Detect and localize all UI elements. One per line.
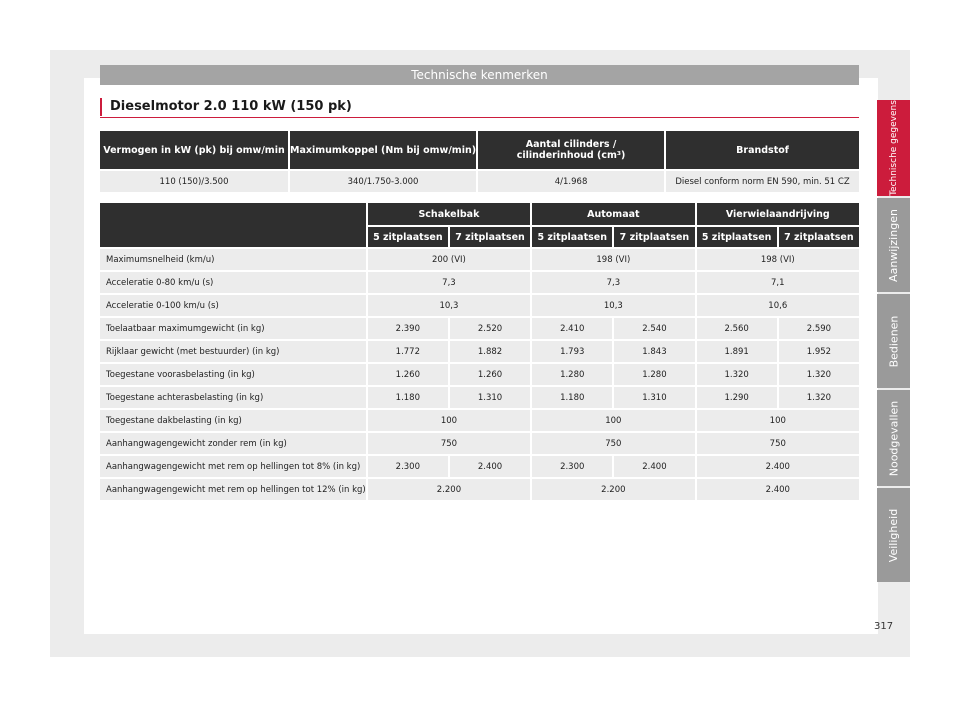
row-label: Aanhangwagengewicht zonder rem (in kg) [100, 433, 366, 454]
table-row [100, 433, 859, 454]
cell-value: 1.310 [614, 387, 694, 408]
cell-value: 2.400 [697, 456, 859, 477]
cell-value: 100 [697, 410, 859, 431]
row-label: Rijklaar gewicht (met bestuurder) (in kg) [100, 341, 366, 362]
row-label: Toegestane achterasbelasting (in kg) [100, 387, 366, 408]
table-row [100, 410, 859, 431]
cell-value: 1.260 [450, 364, 530, 385]
side-tab-label: Aanwijzingen [887, 208, 900, 282]
table-row [100, 479, 859, 500]
table-row [100, 456, 859, 477]
subheader-seats: 7 zitplaatsen [450, 227, 530, 247]
cell-value: 1.290 [697, 387, 777, 408]
cell-value: 2.300 [368, 456, 448, 477]
engine-header-cylinders: Aantal cilinders / cilinderinhoud (cm³) [478, 131, 664, 169]
row-label: Toegestane dakbelasting (in kg) [100, 410, 366, 431]
cell-value: 2.560 [697, 318, 777, 339]
subheader-seats: 7 zitplaatsen [614, 227, 694, 247]
cell-value: 10,3 [368, 295, 530, 316]
subheader-seats: 7 zitplaatsen [779, 227, 859, 247]
row-label: Acceleratie 0-80 km/u (s) [100, 272, 366, 293]
engine-torque-value: 340/1.750-3.000 [290, 171, 476, 192]
cell-value: 750 [697, 433, 859, 454]
side-tab-label: Bedienen [887, 315, 900, 367]
subtitle-divider [100, 117, 859, 118]
cell-value: 1.180 [368, 387, 448, 408]
side-tab-label: Technische gegevens [888, 100, 899, 196]
side-tab-noodgevallen[interactable] [877, 390, 910, 486]
cell-value: 10,3 [532, 295, 694, 316]
cell-value: 2.390 [368, 318, 448, 339]
row-label: Aanhangwagengewicht met rem op hellingen tot 12% (in kg) [100, 479, 366, 500]
engine-power-value: 110 (150)/3.500 [100, 171, 288, 192]
subheader-seats: 5 zitplaatsen [368, 227, 448, 247]
cell-value: 100 [532, 410, 694, 431]
page-number: 317 [874, 621, 894, 632]
group-header-vierwiel: Vierwielaandrijving [697, 203, 859, 225]
table-row [100, 387, 859, 408]
side-tab-label: Veiligheid [887, 508, 900, 562]
cell-value: 2.410 [532, 318, 612, 339]
table-row [100, 249, 859, 270]
section-header: Technische kenmerken [100, 65, 859, 85]
cell-value: 1.843 [614, 341, 694, 362]
group-header-schakelbak: Schakelbak [368, 203, 530, 225]
cell-value: 2.520 [450, 318, 530, 339]
cell-value: 1.280 [614, 364, 694, 385]
cell-value: 7,1 [697, 272, 859, 293]
cell-value: 100 [368, 410, 530, 431]
side-tab-label: Noodgevallen [887, 400, 900, 476]
cell-value: 2.400 [614, 456, 694, 477]
spec-table [98, 201, 861, 502]
row-label: Toegestane voorasbelasting (in kg) [100, 364, 366, 385]
cell-value: 7,3 [532, 272, 694, 293]
cell-value: 1.793 [532, 341, 612, 362]
row-label: Acceleratie 0-100 km/u (s) [100, 295, 366, 316]
cell-value: 2.400 [697, 479, 859, 500]
cell-value: 1.180 [532, 387, 612, 408]
side-tab-technische-gegevens[interactable] [877, 100, 910, 196]
cell-value: 2.200 [532, 479, 694, 500]
side-tab-veiligheid[interactable] [877, 488, 910, 582]
engine-header-fuel: Brandstof [666, 131, 859, 169]
spec-header-blank [100, 203, 366, 247]
cell-value: 2.590 [779, 318, 859, 339]
engine-header-power: Vermogen in kW (pk) bij omw/min [100, 131, 288, 169]
engine-fuel-value: Diesel conform norm EN 590, min. 51 CZ [666, 171, 859, 192]
page-subtitle: Dieselmotor 2.0 110 kW (150 pk) [100, 98, 352, 116]
group-header-automaat: Automaat [532, 203, 694, 225]
cell-value: 2.400 [450, 456, 530, 477]
cell-value: 750 [532, 433, 694, 454]
engine-table [98, 129, 861, 194]
cell-value: 7,3 [368, 272, 530, 293]
cell-value: 10,6 [697, 295, 859, 316]
side-tab-bedienen[interactable] [877, 294, 910, 388]
engine-cylinders-value: 4/1.968 [478, 171, 664, 192]
table-row [100, 341, 859, 362]
cell-value: 198 (VI) [697, 249, 859, 270]
row-label: Toelaatbaar maximumgewicht (in kg) [100, 318, 366, 339]
subheader-seats: 5 zitplaatsen [532, 227, 612, 247]
cell-value: 1.882 [450, 341, 530, 362]
cell-value: 1.320 [697, 364, 777, 385]
side-tab-aanwijzingen[interactable] [877, 198, 910, 292]
cell-value: 1.280 [532, 364, 612, 385]
cell-value: 1.320 [779, 364, 859, 385]
cell-value: 1.772 [368, 341, 448, 362]
table-row [100, 364, 859, 385]
cell-value: 2.300 [532, 456, 612, 477]
cell-value: 1.320 [779, 387, 859, 408]
row-label: Aanhangwagengewicht met rem op hellingen tot 8% (in kg) [100, 456, 366, 477]
cell-value: 2.540 [614, 318, 694, 339]
table-row [100, 295, 859, 316]
cell-value: 1.891 [697, 341, 777, 362]
row-label: Maximumsnelheid (km/u) [100, 249, 366, 270]
cell-value: 198 (VI) [532, 249, 694, 270]
cell-value: 750 [368, 433, 530, 454]
cell-value: 1.310 [450, 387, 530, 408]
table-row [100, 318, 859, 339]
subheader-seats: 5 zitplaatsen [697, 227, 777, 247]
cell-value: 1.260 [368, 364, 448, 385]
cell-value: 200 (VI) [368, 249, 530, 270]
engine-header-torque: Maximumkoppel (Nm bij omw/min) [290, 131, 476, 169]
cell-value: 1.952 [779, 341, 859, 362]
cell-value: 2.200 [368, 479, 530, 500]
table-row [100, 272, 859, 293]
